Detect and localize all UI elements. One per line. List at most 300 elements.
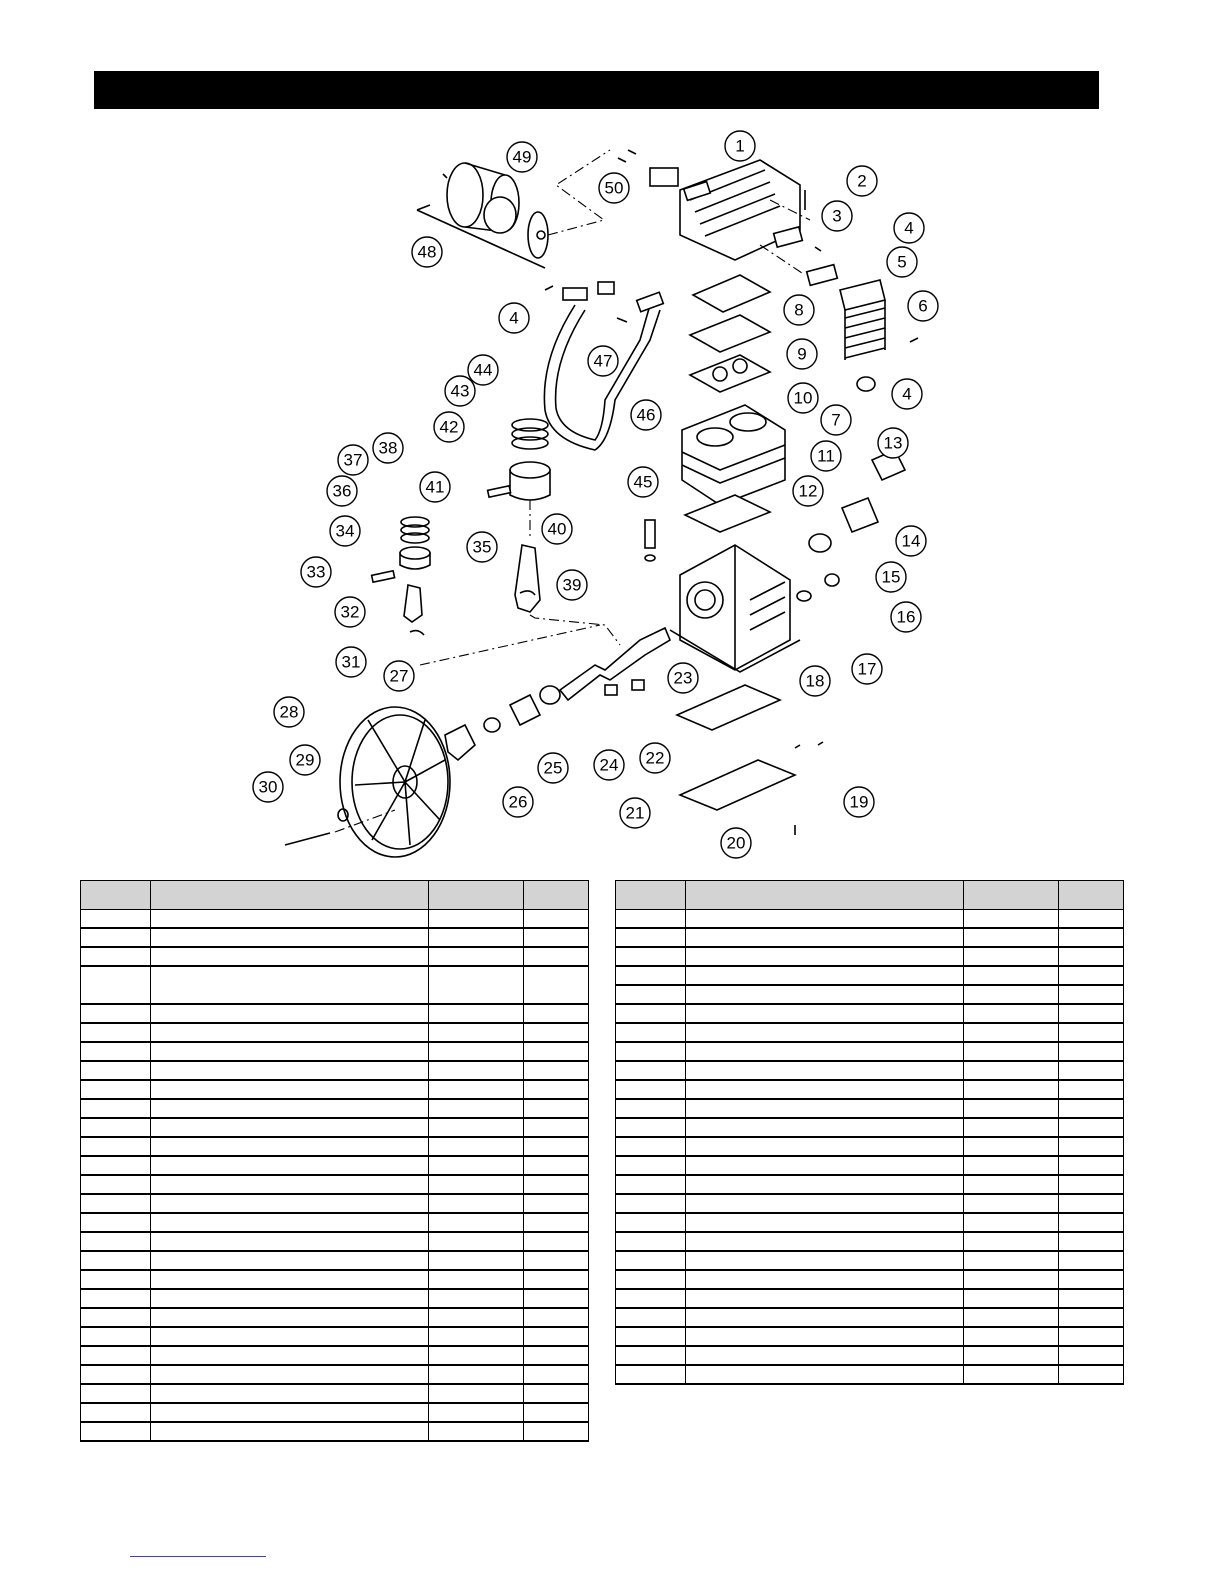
- table-cell: [151, 1403, 429, 1422]
- table-cell: [81, 928, 151, 947]
- table-cell: [429, 1232, 524, 1251]
- table-cell: [524, 1270, 589, 1289]
- table-cell: [151, 1175, 429, 1194]
- table-cell: [429, 1004, 524, 1023]
- table-row: [616, 1175, 1124, 1194]
- callout-19: [844, 787, 874, 817]
- callout-label: 33: [306, 562, 326, 582]
- table-cell: [81, 1327, 151, 1346]
- table-cell: [524, 1289, 589, 1308]
- table-cell: [686, 1042, 964, 1061]
- table-cell: [524, 1251, 589, 1270]
- callout-50: [599, 173, 629, 203]
- table-cell: [81, 1289, 151, 1308]
- table-cell: [151, 928, 429, 947]
- table-cell: [429, 1061, 524, 1080]
- table-cell: [686, 1061, 964, 1080]
- table-row: [81, 1156, 589, 1175]
- callout-23: [668, 663, 698, 693]
- table-row: [81, 1061, 589, 1080]
- table-cell: [964, 1194, 1059, 1213]
- table-cell: [964, 1308, 1059, 1327]
- crankshaft: [560, 628, 670, 700]
- table-cell: [1059, 1194, 1124, 1213]
- callout-45: [628, 467, 658, 497]
- table-cell: [616, 1137, 686, 1156]
- table-cell: [1059, 928, 1124, 947]
- callout-42: [434, 412, 464, 442]
- table-cell: [1059, 1346, 1124, 1365]
- callout-26: [503, 787, 533, 817]
- table-cell: [151, 1042, 429, 1061]
- callout-label: 11: [817, 446, 835, 466]
- table-cell: [151, 910, 429, 929]
- callout-35: [467, 532, 497, 562]
- table-cell: [81, 1118, 151, 1137]
- table-row: [81, 910, 589, 929]
- callout-17: [852, 654, 882, 684]
- callout-label: 34: [335, 521, 355, 541]
- header-cell: [686, 881, 964, 910]
- table-cell: [1059, 910, 1124, 929]
- table-cell: [1059, 1232, 1124, 1251]
- table-cell: [964, 928, 1059, 947]
- callout-22: [640, 743, 670, 773]
- table-cell: [429, 1042, 524, 1061]
- table-cell: [686, 966, 964, 985]
- table-row: [616, 1251, 1124, 1270]
- table-cell: [616, 985, 686, 1004]
- table-cell: [686, 1232, 964, 1251]
- table-row: [616, 1118, 1124, 1137]
- table-cell: [151, 1327, 429, 1346]
- table-row: [616, 947, 1124, 966]
- table-cell: [1059, 1137, 1124, 1156]
- callout-label: 15: [881, 567, 901, 587]
- table-cell: [1059, 966, 1124, 985]
- callout-34: [330, 516, 360, 546]
- table-cell: [964, 1061, 1059, 1080]
- table-row: [81, 1365, 589, 1384]
- table-cell: [964, 1346, 1059, 1365]
- callout-20: [721, 828, 751, 858]
- callout-label: 23: [673, 668, 693, 688]
- table-cell: [151, 1232, 429, 1251]
- table-cell: [81, 1384, 151, 1403]
- table-cell: [686, 1156, 964, 1175]
- table-cell: [1059, 1308, 1124, 1327]
- callout-label: 39: [562, 575, 582, 595]
- callout-label: 10: [793, 388, 813, 408]
- table-cell: [964, 1137, 1059, 1156]
- callout-21: [620, 798, 650, 828]
- callout-label: 32: [340, 602, 360, 622]
- table-cell: [1059, 1289, 1124, 1308]
- table-row: [81, 1042, 589, 1061]
- callout-2: [847, 166, 877, 196]
- table-cell: [429, 1156, 524, 1175]
- table-cell: [616, 947, 686, 966]
- table-cell: [524, 947, 589, 966]
- table-row: [81, 1137, 589, 1156]
- table-cell: [1059, 1365, 1124, 1384]
- table-cell: [524, 1403, 589, 1422]
- table-row: [81, 1308, 589, 1327]
- cooling-tube: [840, 280, 918, 391]
- table-cell: [1059, 1175, 1124, 1194]
- table-cell: [81, 1156, 151, 1175]
- table-row: [81, 966, 589, 1004]
- callout-label: 48: [417, 242, 437, 262]
- table-row: [81, 1004, 589, 1023]
- callout-38: [373, 433, 403, 463]
- callout-41: [420, 472, 450, 502]
- callout-28: [274, 697, 304, 727]
- callout-label: 43: [450, 381, 470, 401]
- valve-plate-stack: [690, 275, 770, 392]
- callout-label: 14: [901, 531, 921, 551]
- table-row: [616, 1327, 1124, 1346]
- callout-label: 4: [904, 218, 914, 238]
- table-cell: [1059, 1061, 1124, 1080]
- table-row: [81, 1403, 589, 1422]
- table-cell: [616, 1365, 686, 1384]
- callout-46: [631, 400, 661, 430]
- table-cell: [81, 1023, 151, 1042]
- table-cell: [524, 1422, 589, 1441]
- table-cell: [151, 1118, 429, 1137]
- table-row: [616, 910, 1124, 929]
- table-cell: [686, 1099, 964, 1118]
- table-cell: [429, 1099, 524, 1118]
- table-row: [616, 1270, 1124, 1289]
- table-row: [81, 1289, 589, 1308]
- table-cell: [151, 1384, 429, 1403]
- table-cell: [429, 1308, 524, 1327]
- table-cell: [616, 1213, 686, 1232]
- callout-label: 6: [918, 296, 928, 316]
- callout-44: [468, 355, 498, 385]
- table-cell: [151, 1270, 429, 1289]
- table-cell: [1059, 1099, 1124, 1118]
- table-cell: [151, 1080, 429, 1099]
- callout-label: 20: [726, 833, 746, 853]
- callout-27: [384, 661, 414, 691]
- callout-label: 9: [797, 344, 807, 364]
- table-cell: [429, 928, 524, 947]
- callout-label: 3: [832, 206, 842, 226]
- callout-label: 38: [378, 438, 398, 458]
- table-row: [616, 1156, 1124, 1175]
- table-cell: [964, 985, 1059, 1004]
- callout-15: [876, 562, 906, 592]
- table-cell: [524, 1023, 589, 1042]
- parts-table-right: [615, 880, 1124, 1385]
- callout-12: [793, 476, 823, 506]
- table-row: [616, 1308, 1124, 1327]
- table-cell: [429, 1137, 524, 1156]
- table-cell: [616, 1080, 686, 1099]
- table-row: [81, 1023, 589, 1042]
- table-cell: [524, 1061, 589, 1080]
- callout-9: [787, 339, 817, 369]
- table-row: [81, 1327, 589, 1346]
- callout-13: [878, 428, 908, 458]
- table-row: [81, 1099, 589, 1118]
- table-cell: [429, 1365, 524, 1384]
- table-cell: [686, 1270, 964, 1289]
- table-cell: [1059, 1251, 1124, 1270]
- callout-label: 46: [636, 405, 656, 425]
- callout-1: [725, 131, 755, 161]
- callout-32: [335, 597, 365, 627]
- table-cell: [429, 1270, 524, 1289]
- table-cell: [686, 1023, 964, 1042]
- table-cell: [429, 966, 524, 1004]
- table-cell: [524, 1308, 589, 1327]
- callout-5: [887, 247, 917, 277]
- table-cell: [429, 1403, 524, 1422]
- table-row: [81, 1213, 589, 1232]
- callout-29: [290, 745, 320, 775]
- table-cell: [616, 1346, 686, 1365]
- callout-label: 22: [645, 748, 665, 768]
- table-cell: [686, 1004, 964, 1023]
- table-cell: [524, 1213, 589, 1232]
- table-cell: [964, 1289, 1059, 1308]
- callout-47: [588, 346, 618, 376]
- callout-label: 2: [857, 171, 867, 191]
- table-cell: [81, 1080, 151, 1099]
- table-cell: [81, 1346, 151, 1365]
- table-row: [616, 1061, 1124, 1080]
- callout-label: 49: [512, 147, 532, 167]
- callout-8: [784, 295, 814, 325]
- table-cell: [1059, 1213, 1124, 1232]
- callout-31: [336, 647, 366, 677]
- table-row: [81, 1118, 589, 1137]
- table-cell: [686, 1213, 964, 1232]
- table-cell: [1059, 1118, 1124, 1137]
- table-cell: [81, 1251, 151, 1270]
- callout-label: 50: [604, 178, 624, 198]
- table-cell: [151, 1365, 429, 1384]
- table-cell: [616, 1194, 686, 1213]
- table-row: [616, 1365, 1124, 1384]
- table-cell: [524, 1384, 589, 1403]
- table-cell: [616, 1004, 686, 1023]
- table-cell: [686, 1194, 964, 1213]
- table-cell: [686, 928, 964, 947]
- callout-49: [507, 142, 537, 172]
- table-cell: [524, 1042, 589, 1061]
- callout-14: [896, 526, 926, 556]
- table-row: [81, 1175, 589, 1194]
- table-cell: [686, 1118, 964, 1137]
- table-cell: [81, 1308, 151, 1327]
- table-cell: [524, 1156, 589, 1175]
- callout-label: 4: [902, 384, 912, 404]
- callout-label: 18: [805, 671, 825, 691]
- table-cell: [964, 1042, 1059, 1061]
- callout-label: 44: [473, 360, 493, 380]
- callout-label: 37: [343, 450, 363, 470]
- table-cell: [524, 1004, 589, 1023]
- table-cell: [616, 1175, 686, 1194]
- table-cell: [81, 966, 151, 1004]
- table-cell: [686, 1365, 964, 1384]
- table-cell: [686, 947, 964, 966]
- table-cell: [964, 1156, 1059, 1175]
- table-cell: [1059, 947, 1124, 966]
- table-cell: [686, 1346, 964, 1365]
- callout-33: [301, 557, 331, 587]
- callout-label: 12: [798, 481, 818, 501]
- table-cell: [151, 1194, 429, 1213]
- parts-table-left: [80, 880, 589, 1442]
- table-cell: [964, 1251, 1059, 1270]
- table-cell: [616, 1289, 686, 1308]
- table-cell: [964, 1099, 1059, 1118]
- air-filter-assembly: [417, 147, 678, 268]
- table-cell: [524, 1194, 589, 1213]
- table-row: [616, 1232, 1124, 1251]
- table-cell: [1059, 1004, 1124, 1023]
- table-cell: [1059, 1156, 1124, 1175]
- callout-label: 7: [831, 410, 841, 430]
- side-bearing: [445, 686, 560, 760]
- table-cell: [81, 1270, 151, 1289]
- table-cell: [964, 1080, 1059, 1099]
- table-cell: [1059, 1080, 1124, 1099]
- table-cell: [429, 947, 524, 966]
- table-cell: [81, 1061, 151, 1080]
- callout-label: 5: [897, 252, 907, 272]
- callout-25: [538, 753, 568, 783]
- callout-7: [821, 405, 851, 435]
- table-row: [81, 1270, 589, 1289]
- header-cell: [81, 881, 151, 910]
- callout-label: 27: [389, 666, 409, 686]
- table-cell: [616, 966, 686, 985]
- table-row: [616, 928, 1124, 947]
- table-cell: [81, 1004, 151, 1023]
- callout-4: [499, 303, 529, 333]
- table-row: [616, 966, 1124, 985]
- callout-24: [594, 750, 624, 780]
- callout-label: 30: [258, 777, 278, 797]
- table-cell: [616, 1023, 686, 1042]
- callout-39: [557, 570, 587, 600]
- callout-label: 16: [896, 607, 916, 627]
- table-cell: [151, 1099, 429, 1118]
- callout-label: 40: [547, 519, 567, 539]
- callout-43: [445, 376, 475, 406]
- callout-18: [800, 666, 830, 696]
- callout-label: 25: [543, 758, 563, 778]
- header-cell: [964, 881, 1059, 910]
- table-cell: [616, 1232, 686, 1251]
- table-cell: [151, 1213, 429, 1232]
- piston-assembly-left: [372, 517, 430, 582]
- table-cell: [81, 947, 151, 966]
- callout-16: [891, 602, 921, 632]
- table-cell: [429, 1384, 524, 1403]
- table-cell: [81, 1403, 151, 1422]
- table-row: [616, 1080, 1124, 1099]
- table-row: [616, 1004, 1124, 1023]
- callout-label: 36: [332, 481, 352, 501]
- table-row: [616, 1213, 1124, 1232]
- callout-label: 41: [425, 477, 445, 497]
- table-cell: [524, 1232, 589, 1251]
- table-cell: [81, 1175, 151, 1194]
- table-cell: [429, 1080, 524, 1099]
- table-cell: [686, 910, 964, 929]
- callout-36: [327, 476, 357, 506]
- table-cell: [524, 1118, 589, 1137]
- table-cell: [964, 966, 1059, 985]
- callout-label: 26: [508, 792, 528, 812]
- table-row: [81, 1251, 589, 1270]
- table-cell: [616, 1061, 686, 1080]
- table-cell: [81, 1137, 151, 1156]
- table-cell: [81, 1213, 151, 1232]
- table-cell: [524, 966, 589, 1004]
- table-cell: [151, 1156, 429, 1175]
- table-cell: [524, 928, 589, 947]
- table-cell: [81, 1042, 151, 1061]
- table-cell: [616, 1156, 686, 1175]
- callout-48: [412, 237, 442, 267]
- table-cell: [151, 1137, 429, 1156]
- table-cell: [686, 1137, 964, 1156]
- table-cell: [1059, 1270, 1124, 1289]
- table-cell: [429, 1175, 524, 1194]
- table-row: [616, 1194, 1124, 1213]
- table-cell: [524, 1137, 589, 1156]
- base-gaskets: [677, 685, 823, 835]
- callout-label: 47: [593, 351, 613, 371]
- table-cell: [429, 1118, 524, 1137]
- table-row: [616, 985, 1124, 1004]
- table-row: [81, 947, 589, 966]
- table-cell: [429, 1023, 524, 1042]
- callout-label: 24: [599, 755, 619, 775]
- table-cell: [151, 1004, 429, 1023]
- callout-4: [892, 379, 922, 409]
- footer-link[interactable]: [130, 1555, 266, 1557]
- callout-10: [788, 383, 818, 413]
- table-cell: [616, 1118, 686, 1137]
- table-cell: [686, 985, 964, 1004]
- table-cell: [524, 1346, 589, 1365]
- callout-4: [894, 213, 924, 243]
- table-cell: [524, 1365, 589, 1384]
- callout-37: [338, 445, 368, 475]
- table-cell: [151, 1289, 429, 1308]
- table-cell: [151, 1023, 429, 1042]
- table-cell: [151, 947, 429, 966]
- table-cell: [151, 1061, 429, 1080]
- table-cell: [686, 1251, 964, 1270]
- table-cell: [964, 1365, 1059, 1384]
- callout-label: 28: [279, 702, 299, 722]
- table-cell: [81, 910, 151, 929]
- table-cell: [964, 1213, 1059, 1232]
- table-row: [81, 1422, 589, 1441]
- table-cell: [616, 928, 686, 947]
